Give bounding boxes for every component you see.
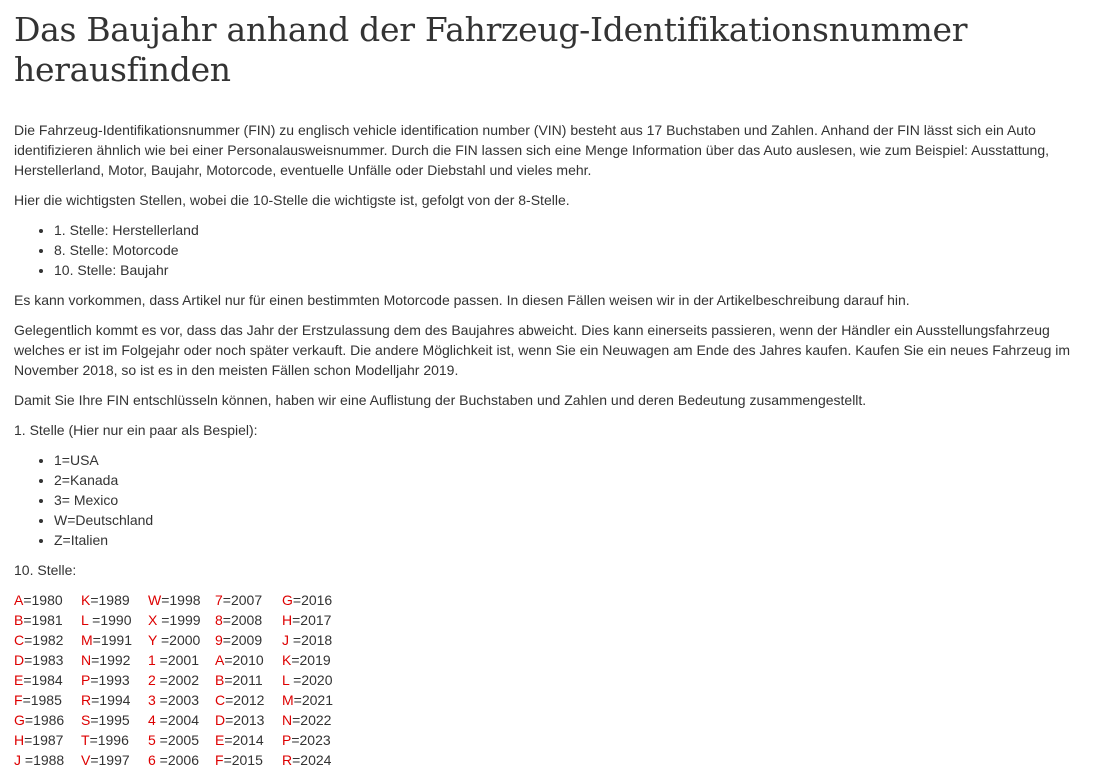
- code-letter: 8: [215, 612, 223, 628]
- code-year: =2003: [155, 692, 200, 708]
- code-year: =1985: [22, 692, 62, 708]
- code-letter: G: [14, 712, 25, 728]
- code-letter: C: [215, 692, 226, 708]
- list-item: • 10. Stelle: Baujahr: [54, 260, 1084, 280]
- table-row: [14, 750, 349, 770]
- code-year: =2006: [155, 752, 200, 768]
- year-code-cell: [81, 590, 148, 610]
- year-code-cell: [215, 690, 282, 710]
- table-row: [14, 650, 349, 670]
- code-year: =2021: [293, 692, 333, 708]
- year-code-cell: [14, 690, 81, 710]
- code-letter: H: [14, 732, 25, 748]
- code-year: =1997: [90, 752, 130, 768]
- code-letter: 3: [148, 692, 156, 708]
- code-year: =2017: [292, 612, 332, 628]
- country-codes-list: [14, 450, 1084, 550]
- code-year: =2015: [223, 752, 263, 768]
- code-letter: A: [14, 592, 24, 608]
- code-letter: 7: [215, 592, 223, 608]
- year-code-cell: [148, 590, 215, 610]
- year-code-cell: [282, 590, 349, 610]
- code-letter: 2: [148, 672, 156, 688]
- important-positions-list: [14, 220, 1084, 280]
- year-code-cell: [81, 670, 148, 690]
- code-letter: M: [81, 632, 93, 648]
- table-row: [14, 610, 349, 630]
- code-letter: Y: [148, 632, 158, 648]
- year-code-cell: [282, 630, 349, 650]
- code-letter: L: [282, 672, 290, 688]
- year-code-cell: [215, 710, 282, 730]
- code-year: =1996: [89, 732, 129, 748]
- code-letter: K: [282, 652, 292, 668]
- code-letter: N: [81, 652, 92, 668]
- page-title-line2: herausfinden: [14, 50, 231, 89]
- year-code-cell: [148, 650, 215, 670]
- code-year: =2014: [224, 732, 264, 748]
- code-letter: F: [215, 752, 224, 768]
- year-code-cell: [282, 730, 349, 750]
- code-year: =2024: [292, 752, 332, 768]
- code-year: =2016: [292, 592, 333, 608]
- table-row: [14, 710, 349, 730]
- code-letter: P: [282, 732, 292, 748]
- year-code-cell: [81, 710, 148, 730]
- code-year: =1989: [90, 592, 130, 608]
- code-year: =1991: [92, 632, 132, 648]
- code-letter: A: [215, 652, 225, 668]
- code-letter: B: [14, 612, 24, 628]
- table-row: [14, 730, 349, 750]
- year-code-cell: [215, 650, 282, 670]
- code-letter: G: [282, 592, 293, 608]
- year-code-cell: [215, 610, 282, 630]
- year-code-cell: [282, 750, 349, 770]
- year-code-cell: [14, 650, 81, 670]
- code-year: =1987: [24, 732, 64, 748]
- year-code-cell: [215, 630, 282, 650]
- code-letter: V: [81, 752, 91, 768]
- code-letter: N: [282, 712, 293, 728]
- page-title: [14, 10, 1084, 90]
- code-year: =2004: [155, 712, 200, 728]
- decode-intro: Damit Sie Ihre FIN entschlüsseln können, haben wir eine Auflistung der Buchstaben und Zahlen und deren Bedeutung zusammengestellt.: [14, 392, 867, 408]
- table-row: [14, 630, 349, 650]
- year-code-cell: [81, 650, 148, 670]
- code-year: =1984: [23, 672, 63, 688]
- code-year: =1990: [88, 612, 132, 628]
- year-code-cell: [148, 630, 215, 650]
- year-code-cell: [81, 750, 148, 770]
- year-code-cell: [81, 630, 148, 650]
- code-letter: B: [215, 672, 225, 688]
- important-intro: Hier die wichtigsten Stellen, wobei die 10-Stelle die wichtigste ist, gefolgt von der 8-Stelle.: [14, 192, 570, 208]
- code-letter: S: [81, 712, 91, 728]
- code-year: =1988: [21, 752, 65, 768]
- list-item: • 3= Mexico: [54, 490, 1084, 510]
- list-item: • 8. Stelle: Motorcode: [54, 240, 1084, 260]
- code-letter: X: [148, 612, 158, 628]
- code-year: =2007: [222, 592, 263, 608]
- code-year: =1983: [24, 652, 64, 668]
- code-letter: K: [81, 592, 91, 608]
- code-letter: 9: [215, 632, 223, 648]
- year-code-cell: [14, 630, 81, 650]
- code-year: =1995: [90, 712, 130, 728]
- code-year: =2001: [155, 652, 200, 668]
- year-code-cell: [14, 730, 81, 750]
- code-letter: R: [81, 692, 92, 708]
- code-year: =1992: [91, 652, 131, 668]
- code-letter: T: [81, 732, 90, 748]
- year-code-cell: [215, 730, 282, 750]
- list-item: • W=Deutschland: [54, 510, 1084, 530]
- year-code-cell: [14, 750, 81, 770]
- code-letter: E: [215, 732, 225, 748]
- year-code-cell: [282, 670, 349, 690]
- code-year: =2018: [289, 632, 333, 648]
- code-year: =2019: [291, 652, 331, 668]
- code-year: =2011: [224, 672, 263, 688]
- code-year: =1999: [157, 612, 201, 628]
- year-code-cell: [282, 690, 349, 710]
- table-row: [14, 590, 349, 610]
- table-row: [14, 670, 349, 690]
- code-year: =2002: [155, 672, 200, 688]
- year-code-cell: [14, 610, 81, 630]
- code-year: =2008: [222, 612, 263, 628]
- code-year: =2023: [291, 732, 331, 748]
- code-letter: D: [14, 652, 25, 668]
- code-year: =2005: [155, 732, 200, 748]
- year-code-cell: [282, 710, 349, 730]
- list-item: • Z=Italien: [54, 530, 1084, 550]
- year-code-table: [14, 590, 349, 770]
- code-year: =1980: [23, 592, 63, 608]
- position10-heading: 10. Stelle:: [14, 562, 77, 578]
- code-year: =2013: [225, 712, 265, 728]
- year-code-cell: [81, 690, 148, 710]
- code-year: =2012: [225, 692, 265, 708]
- code-year: =2009: [222, 632, 263, 648]
- registration-note: Gelegentlich kommt es vor, dass das Jahr der Erstzulassung dem des Baujahres abweicht. Dies kann einerseits passieren, wenn der Händler ein Ausstellungsfahrzeug welches er ist im Folgejahr oder noch später verkauft. Die andere Möglichkeit ist, wenn Sie ein Neuwagen am Ende des Jahres kaufen. Kaufen Sie ein neues Fahrzeug im November 2018, so ist es in den meisten Fällen schon Modelljahr 2019.: [14, 322, 1071, 378]
- year-code-cell: [14, 590, 81, 610]
- code-letter: R: [282, 752, 293, 768]
- code-letter: 6: [148, 752, 156, 768]
- position1-heading: 1. Stelle (Hier nur ein paar als Bespiel):: [14, 422, 258, 438]
- code-letter: 5: [148, 732, 156, 748]
- year-code-cell: [14, 710, 81, 730]
- year-code-cell: [282, 610, 349, 630]
- code-year: =1998: [161, 592, 201, 608]
- year-code-cell: [215, 590, 282, 610]
- page-title-line1: Das Baujahr anhand der Fahrzeug-Identifikationsnummer: [14, 10, 968, 49]
- code-letter: E: [14, 672, 24, 688]
- code-year: =1986: [24, 712, 65, 728]
- code-letter: L: [81, 612, 89, 628]
- list-item: • 2=Kanada: [54, 470, 1084, 490]
- code-year: =2022: [292, 712, 332, 728]
- year-code-cell: [14, 670, 81, 690]
- year-code-cell: [148, 730, 215, 750]
- code-year: =1994: [91, 692, 131, 708]
- year-code-cell: [148, 750, 215, 770]
- motorcode-note: Es kann vorkommen, dass Artikel nur für einen bestimmten Motorcode passen. In diesen Fällen weisen wir in der Artikelbeschreibung darauf hin.: [14, 292, 910, 308]
- list-item: • 1=USA: [54, 450, 1084, 470]
- code-year: =1982: [24, 632, 64, 648]
- code-letter: D: [215, 712, 226, 728]
- year-code-cell: [215, 750, 282, 770]
- code-letter: F: [14, 692, 23, 708]
- code-letter: J: [282, 632, 289, 648]
- year-code-cell: [215, 670, 282, 690]
- year-code-cell: [148, 670, 215, 690]
- year-code-cell: [282, 650, 349, 670]
- year-code-cell: [148, 710, 215, 730]
- year-code-cell: [148, 610, 215, 630]
- code-letter: M: [282, 692, 294, 708]
- year-code-cell: [81, 730, 148, 750]
- code-letter: 1: [148, 652, 156, 668]
- table-row: [14, 690, 349, 710]
- code-letter: H: [282, 612, 293, 628]
- code-year: =2020: [289, 672, 333, 688]
- code-year: =2010: [224, 652, 264, 668]
- code-letter: W: [148, 592, 162, 608]
- intro-paragraph: Die Fahrzeug-Identifikationsnummer (FIN) zu englisch vehicle identification number (VIN) besteht aus 17 Buchstaben und Zahlen. Anhand der FIN lässt sich ein Auto identifizieren ähnlich wie bei einer Personalausweisnummer. Durch die FIN lassen sich eine Menge Information über das Auto auslesen, wie zum Beispiel: Ausstattung, Herstellerland, Motor, Baujahr, Motorcode, eventuelle Unfälle oder Diebstahl und vieles mehr.: [14, 122, 1049, 178]
- code-year: =1993: [90, 672, 130, 688]
- year-code-cell: [81, 610, 148, 630]
- code-year: =2000: [157, 632, 201, 648]
- code-letter: J: [14, 752, 21, 768]
- year-code-cell: [148, 690, 215, 710]
- code-year: =1981: [23, 612, 63, 628]
- code-letter: P: [81, 672, 91, 688]
- code-letter: C: [14, 632, 25, 648]
- list-item: • 1. Stelle: Herstellerland: [54, 220, 1084, 240]
- code-letter: 4: [148, 712, 156, 728]
